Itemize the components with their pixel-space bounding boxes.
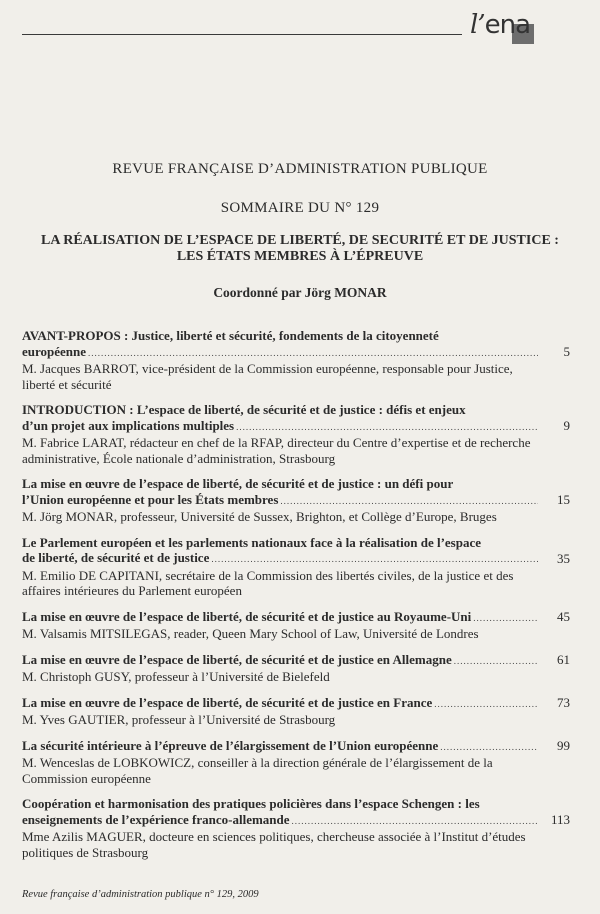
entry-page-number: 5 — [563, 344, 570, 359]
entry-title-line: AVANT-PROPOS : Justice, liberté et sécurité, fondements de la citoyenneté — [22, 328, 439, 343]
entry-title — [22, 402, 540, 435]
toc-entry — [22, 476, 570, 525]
toc-entry — [22, 737, 570, 787]
issue-title: SOMMAIRE DU N° 129 — [220, 200, 380, 216]
entry-title — [22, 535, 540, 568]
entry-title-last-line: d’un projet aux implications multiples — [22, 417, 235, 433]
entry-title-last-line: européenne — [22, 343, 87, 359]
entry-title-last-line: enseignements de l’expérience franco-allemande — [22, 811, 290, 827]
toc-entry — [22, 534, 570, 599]
entry-title-last-line: l’Union européenne et pour les États membres — [22, 491, 279, 507]
entry-page-number: 9 — [563, 418, 570, 433]
ena-logo — [470, 10, 530, 40]
leader-dots — [88, 346, 538, 362]
toc-entry — [22, 651, 570, 685]
leader-dots — [211, 552, 538, 568]
leader-dots — [473, 611, 538, 627]
logo-prefix: l’ — [470, 10, 485, 40]
leader-dots — [280, 494, 538, 510]
entry-title-line: INTRODUCTION : L’espace de liberté, de sécurité et de justice : défis et enjeux — [22, 402, 466, 417]
entry-title — [22, 328, 540, 361]
entry-page-number: 73 — [557, 694, 570, 710]
entry-page-number: 35 — [557, 550, 570, 566]
entry-title-line: La mise en œuvre de l’espace de liberté, de sécurité et de justice : un défi pour — [22, 476, 454, 491]
entry-page-number: 113 — [550, 812, 570, 827]
entry-page-number: 45 — [557, 608, 570, 624]
journal-title: REVUE FRANÇAISE D’ADMINISTRATION PUBLIQUE — [112, 161, 488, 177]
leader-dots — [454, 654, 538, 670]
entry-author: M. Yves GAUTIER, professeur à l’Université de Strasbourg — [22, 712, 336, 727]
header-rule — [22, 34, 462, 35]
toc-entry — [22, 328, 570, 392]
entry-author: M. Jacques BARROT, vice-président de la Commission européenne, responsable pour Justice, liberté et sécurité — [22, 361, 513, 392]
entry-page-number: 15 — [557, 492, 570, 507]
entry-title-last-line: La mise en œuvre de l’espace de liberté, de sécurité et de justice au Royaume-Uni — [22, 608, 472, 624]
entry-author: M. Fabrice LARAT, rédacteur en chef de la RFAP, directeur du Centre d’expertise et de recherche administrative, École nationale d’administration, Strasbourg — [22, 435, 531, 466]
entry-title — [22, 738, 540, 756]
toc-entry — [22, 796, 570, 860]
coordinator: Coordonné par Jörg MONAR — [213, 285, 387, 300]
entry-author: M. Valsamis MITSILEGAS, reader, Queen Mary School of Law, Université de Londres — [22, 626, 479, 641]
entry-title-last-line: La mise en œuvre de l’espace de liberté, de sécurité et de justice en Allemagne — [22, 651, 452, 667]
toc-entry — [22, 694, 570, 728]
entry-title — [22, 609, 540, 627]
entry-page-number: 61 — [557, 651, 570, 667]
leader-dots — [434, 697, 538, 713]
entry-author: M. Emilio DE CAPITANI, secrétaire de la Commission des libertés civiles, de la justice et des affaires intérieures du Parlement européen — [22, 567, 514, 598]
entry-title — [22, 796, 540, 829]
entry-author: M. Jörg MONAR, professeur, Université de Sussex, Brighton, et Collège d’Europe, Bruges — [22, 509, 497, 524]
toc-entry — [22, 402, 570, 466]
entry-title-last-line: La sécurité intérieure à l’épreuve de l’élargissement de l’Union européenne — [22, 737, 439, 753]
entry-author: M. Christoph GUSY, professeur à l’Université de Bielefeld — [22, 669, 330, 684]
entry-title — [22, 652, 540, 670]
entry-author: Mme Azilis MAGUER, docteure en sciences politiques, chercheuse associée à l’Institut d’études politiques de Strasbourg — [22, 829, 526, 860]
logo-text: ena — [484, 10, 531, 40]
entry-title-last-line: La mise en œuvre de l’espace de liberté, de sécurité et de justice en France — [22, 694, 433, 710]
entry-title — [22, 695, 540, 713]
leader-dots — [292, 814, 538, 830]
issue-theme — [0, 233, 600, 265]
entry-author: M. Wenceslas de LOBKOWICZ, conseiller à la direction générale de l’élargissement de la Commission européenne — [22, 755, 493, 786]
leader-dots — [236, 420, 538, 436]
footer-citation: Revue française d’administration publique n° 129, 2009 — [22, 889, 259, 900]
entry-title-line: Le Parlement européen et les parlements nationaux face à la réalisation de l’espace — [22, 534, 482, 550]
entry-title-last-line: de liberté, de sécurité et de justice — [22, 550, 210, 565]
theme-line-2: LES ÉTATS MEMBRES À L’ÉPREUVE — [176, 249, 424, 264]
leader-dots — [440, 740, 538, 756]
entry-page-number: 99 — [557, 737, 570, 753]
theme-line-1: LA RÉALISATION DE L’ESPACE DE LIBERTÉ, DE SECURITÉ ET DE JUSTICE : — [41, 233, 559, 248]
toc-entry — [22, 608, 570, 642]
entry-title-line: Coopération et harmonisation des pratiques policières dans l’espace Schengen : les — [22, 796, 480, 811]
table-of-contents — [22, 328, 570, 870]
entry-title — [22, 476, 540, 509]
